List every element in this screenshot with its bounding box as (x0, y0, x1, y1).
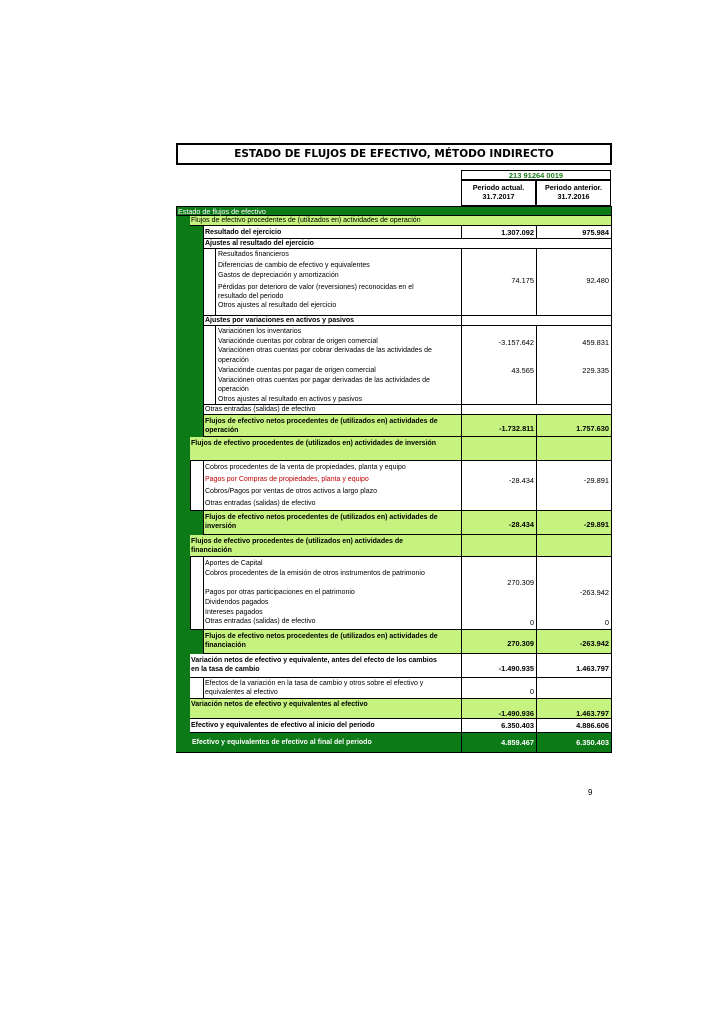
resultado-ejercicio-label: Resultado del ejercicio (203, 226, 461, 239)
section-financiacion-header (190, 535, 461, 557)
ajustes-item: Otros ajustes al resultado del ejercicio (218, 301, 337, 309)
var-pagar-current: 43.565 (511, 366, 534, 375)
op-neto-current: -1.732.811 (461, 415, 536, 437)
ajustes-item: Resultados financieros (218, 251, 289, 258)
variacion-antes-line2: en la tasa de cambio (191, 666, 260, 673)
financiacion-item: Dividendos pagados (205, 598, 269, 606)
inversion-item: Cobros procedentes de la venta de propiedades, planta y equipo (205, 464, 406, 471)
fin-header-line2: financiación (191, 547, 232, 554)
inv-neto-line1: Flujos de efectivo netos procedentes de (utilizados en) actividades de (205, 514, 438, 521)
variacion-antes-line1: Variación netos de efectivo y equivalente, antes del efecto de los cambios (191, 657, 437, 664)
fin-header-line1: Flujos de efectivo procedentes de (utilizados en) actividades de (191, 538, 403, 545)
variaciones-indent (203, 326, 215, 405)
previous-period-label: Periodo anterior. (544, 183, 603, 192)
efectos-label (203, 678, 461, 699)
ajustes-current-value: 74.175 (511, 276, 534, 285)
inversion-header-previous (536, 437, 612, 461)
op-neto-label (203, 415, 461, 437)
op-neto-line2: operación (205, 427, 239, 434)
inversion-item-pagos: Pagos por Compras de propiedades, planta y equipo (205, 476, 369, 483)
var-pagar-previous: 229.335 (582, 366, 609, 375)
variacion-antes-previous: 1.463.797 (536, 654, 612, 678)
ajustes-current-cell (461, 249, 536, 316)
financiacion-item: Aportes de Capital (205, 560, 263, 567)
inv-neto-current: -28.434 (461, 511, 536, 535)
column-header-current (461, 180, 536, 206)
financiacion-header-current (461, 535, 536, 557)
section-inversion-header: Flujos de efectivo procedentes de (utilizados en) actividades de inversión (190, 437, 461, 461)
green-indent-operacion (190, 226, 203, 437)
fin-otras-current: 0 (529, 618, 534, 627)
fin-neto-current: 270.309 (461, 630, 536, 654)
var-cobrar-previous: 459.831 (582, 338, 609, 347)
variaciones-item: operación (218, 357, 249, 365)
financiacion-item: Otras entradas (salidas) de efectivo (205, 618, 316, 626)
ajustes-indent (203, 249, 215, 316)
green-indent-financiacion (190, 630, 203, 654)
financiacion-items (203, 557, 461, 630)
variaciones-item: Otros ajustes al resultado en activos y pasivos (218, 395, 362, 403)
variaciones-item: Variaciónen otras cuentas por cobrar derivadas de las actividades de (218, 347, 432, 355)
variacion-neta-current: -1.490.936 (461, 699, 536, 719)
fin-pagos-previous: -263.942 (579, 588, 609, 597)
inv-neto-line2: inversión (205, 523, 237, 530)
financiacion-item: Cobros procedentes de la emisión de otros instrumentos de patrimonio (205, 569, 425, 577)
efectos-indent (190, 678, 203, 699)
variaciones-item: Variaciónde cuentas por pagar de origen comercial (218, 366, 376, 374)
fin-neto-label (203, 630, 461, 654)
inicio-current: 6.350.403 (461, 719, 536, 733)
section-estado-flujos: Estado de flujos de efectivo (176, 206, 612, 216)
efectos-line2: equivalentes al efectivo (205, 689, 278, 696)
inversion-item: Cobros/Pagos por ventas de otros activos a largo plazo (205, 488, 377, 495)
variacion-neta-label: Variación netos de efectivo y equivalentes al efectivo (190, 699, 461, 719)
statement-title: ESTADO DE FLUJOS DE EFECTIVO, MÉTODO INDIRECTO (176, 143, 612, 165)
ajustes-resultado-title: Ajustes al resultado del ejercicio (203, 239, 612, 249)
previous-period-date: 31.7.2016 (557, 192, 590, 201)
variaciones-title: Ajustes por variaciones en activos y pasivos (203, 316, 461, 326)
variacion-antes-label (190, 654, 461, 678)
financiacion-item: Intereses pagados (205, 608, 263, 616)
financiacion-current-cell (461, 557, 536, 630)
variaciones-item: Variaciónde cuentas por cobrar de origen comercial (218, 337, 378, 345)
op-neto-line1: Flujos de efectivo netos procedentes de (utilizados en) actividades de (205, 418, 438, 425)
variaciones-item: operación (218, 386, 249, 394)
ajustes-item: Pérdidas por deterioro de valor (reversiones) reconocidas en el (218, 283, 414, 291)
current-period-label: Periodo actual. (472, 183, 525, 192)
inv-pagos-current: -28.434 (508, 476, 534, 485)
company-code: 213 91264 0019 (461, 170, 611, 180)
fin-neto-line2: financiación (205, 642, 246, 649)
financiacion-item: Pagos por otras participaciones en el patrimonio (205, 589, 355, 597)
financiacion-previous-cell (536, 557, 612, 630)
resultado-ejercicio-current: 1.307.092 (461, 226, 536, 239)
financiacion-indent (190, 557, 203, 630)
page-number: 9 (588, 788, 593, 797)
current-period-date: 31.7.2017 (482, 192, 515, 201)
variaciones-item: Variaciónen los inventarios (218, 328, 302, 335)
op-otras-values (461, 405, 612, 415)
column-header-previous (536, 180, 611, 206)
ajustes-item: resultado del periodo (218, 292, 284, 300)
efectos-previous (536, 678, 612, 699)
variaciones-items (215, 326, 461, 405)
inversion-previous-cell (536, 461, 612, 511)
inicio-previous: 4.886.606 (536, 719, 612, 733)
fin-neto-line1: Flujos de efectivo netos procedentes de (utilizados en) actividades de (205, 633, 438, 640)
op-otras-entradas: Otras entradas (salidas) de efectivo (203, 405, 461, 415)
efectos-current: 0 (461, 678, 536, 699)
ajustes-items (215, 249, 461, 316)
final-previous: 6.350.403 (536, 733, 612, 753)
final-label: Efectivo y equivalentes de efectivo al final del periodo (176, 733, 461, 753)
ajustes-previous-value: 92.480 (586, 276, 609, 285)
efectos-line1: Efectos de la variación en la tasa de cambio y otros sobre el efectivo y (205, 680, 424, 687)
green-indent-bar (176, 216, 190, 753)
section-operacion-header: Flujos de efectivo procedentes de (utilizados en) actividades de operación (190, 216, 612, 226)
inv-neto-previous: -29.891 (536, 511, 612, 535)
variaciones-title-values (461, 316, 612, 326)
green-indent-inversion (190, 511, 203, 535)
inv-neto-label (203, 511, 461, 535)
inversion-indent (190, 461, 203, 511)
ajustes-item: Gastos de depreciación y amortización (218, 272, 339, 279)
variacion-neta-previous: 1.463.797 (536, 699, 612, 719)
fin-cobros-current: 270.309 (507, 578, 534, 587)
inversion-items (203, 461, 461, 511)
financiacion-header-previous (536, 535, 612, 557)
cash-flow-table (176, 170, 612, 753)
resultado-ejercicio-previous: 975.984 (536, 226, 612, 239)
variaciones-item: Variaciónen otras cuentas por pagar derivadas de las actividades de (218, 376, 430, 384)
fin-neto-previous: -263.942 (536, 630, 612, 654)
variacion-antes-current: -1.490.935 (461, 654, 536, 678)
op-neto-previous: 1.757.630 (536, 415, 612, 437)
fin-otras-previous: 0 (604, 618, 609, 627)
ajustes-item: Diferencias de cambio de efectivo y equivalentes (218, 261, 370, 269)
variaciones-current-cell (461, 326, 536, 405)
ajustes-previous-cell (536, 249, 612, 316)
inv-pagos-previous: -29.891 (583, 476, 609, 485)
financiacion-item-blank (205, 578, 461, 588)
inversion-header-current (461, 437, 536, 461)
variaciones-previous-cell (536, 326, 612, 405)
var-cobrar-current: -3.157.642 (498, 338, 534, 347)
inversion-current-cell (461, 461, 536, 511)
final-current: 4.859.467 (461, 733, 536, 753)
inversion-item: Otras entradas (salidas) de efectivo (205, 500, 316, 507)
inicio-label: Efectivo y equivalentes de efectivo al inicio del periodo (190, 719, 461, 733)
